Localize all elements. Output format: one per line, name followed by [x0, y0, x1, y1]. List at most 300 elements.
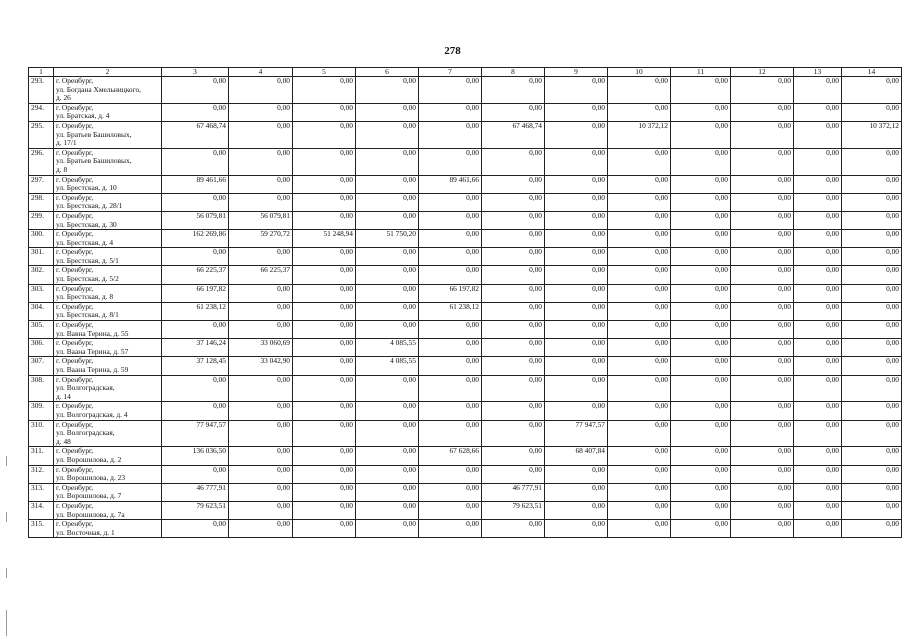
table-row [29, 501, 902, 519]
column-header: 7 [419, 68, 482, 77]
row-number: 305. [29, 321, 54, 339]
value-cell: 0,00 [482, 520, 545, 538]
value-cell: 0,00 [482, 148, 545, 175]
value-cell: 0,00 [794, 321, 842, 339]
value-cell: 0,00 [608, 248, 671, 266]
value-cell: 0,00 [731, 103, 794, 121]
value-cell: 0,00 [229, 77, 293, 104]
table-row [29, 121, 902, 148]
value-cell: 0,00 [293, 465, 356, 483]
value-cell: 0,00 [731, 520, 794, 538]
value-cell: 37 128,45 [162, 357, 229, 375]
address-cell [54, 465, 162, 483]
address-line: г. Оренбург, [56, 121, 94, 130]
row-number: 302. [29, 266, 54, 284]
value-cell: 0,00 [731, 266, 794, 284]
table-row [29, 420, 902, 447]
value-cell: 46 777,91 [162, 483, 229, 501]
value-cell: 0,00 [794, 211, 842, 229]
value-cell: 0,00 [731, 339, 794, 357]
column-header: 13 [794, 68, 842, 77]
value-cell: 0,00 [842, 302, 902, 320]
value-cell: 66 225,37 [162, 266, 229, 284]
address-line: ул. Волгоградская, [56, 383, 115, 393]
table-row [29, 284, 902, 302]
value-cell: 56 079,81 [229, 211, 293, 229]
address-cell [54, 501, 162, 519]
value-cell: 0,00 [608, 103, 671, 121]
value-cell: 0,00 [731, 501, 794, 519]
value-cell: 0,00 [356, 175, 419, 193]
value-cell: 0,00 [842, 211, 902, 229]
address-line: д. 8 [56, 164, 68, 174]
table-row [29, 266, 902, 284]
row-number: 310. [29, 420, 54, 447]
value-cell: 0,00 [356, 77, 419, 104]
value-cell: 0,00 [731, 375, 794, 402]
address-cell [54, 175, 162, 193]
value-cell: 77 947,57 [162, 420, 229, 447]
column-header: 3 [162, 68, 229, 77]
value-cell: 66 197,82 [419, 284, 482, 302]
value-cell: 0,00 [545, 465, 608, 483]
address-line: г. Оренбург, [56, 193, 94, 202]
value-cell: 0,00 [162, 103, 229, 121]
address-line: ул. Брестская, д. 28/1 [56, 201, 123, 211]
value-cell: 0,00 [482, 284, 545, 302]
address-line: г. Оренбург, [56, 420, 94, 429]
address-cell [54, 447, 162, 465]
value-cell: 0,00 [608, 211, 671, 229]
value-cell: 0,00 [293, 211, 356, 229]
table-row [29, 520, 902, 538]
value-cell: 0,00 [794, 284, 842, 302]
value-cell: 0,00 [419, 248, 482, 266]
row-number: 294. [29, 103, 54, 121]
value-cell: 0,00 [671, 302, 731, 320]
value-cell: 0,00 [671, 339, 731, 357]
value-cell: 0,00 [293, 103, 356, 121]
value-cell: 0,00 [356, 248, 419, 266]
address-cell [54, 211, 162, 229]
value-cell: 0,00 [608, 175, 671, 193]
value-cell: 0,00 [731, 321, 794, 339]
value-cell: 33 042,90 [229, 357, 293, 375]
value-cell: 0,00 [482, 248, 545, 266]
value-cell: 0,00 [794, 339, 842, 357]
value-cell: 0,00 [293, 447, 356, 465]
value-cell: 0,00 [293, 148, 356, 175]
value-cell: 0,00 [842, 230, 902, 248]
value-cell: 0,00 [608, 357, 671, 375]
value-cell: 0,00 [419, 357, 482, 375]
table-row [29, 375, 902, 402]
address-line: ул. Волгоградская, д. 4 [56, 409, 128, 419]
value-cell: 0,00 [842, 193, 902, 211]
column-header: 12 [731, 68, 794, 77]
value-cell: 0,00 [794, 520, 842, 538]
value-cell: 0,00 [229, 248, 293, 266]
registry-table [28, 67, 902, 538]
value-cell: 0,00 [419, 230, 482, 248]
value-cell: 0,00 [293, 402, 356, 420]
value-cell: 0,00 [608, 77, 671, 104]
value-cell: 0,00 [731, 77, 794, 104]
address-cell [54, 321, 162, 339]
address-cell [54, 483, 162, 501]
value-cell: 0,00 [293, 420, 356, 447]
value-cell: 0,00 [419, 121, 482, 148]
value-cell: 0,00 [293, 284, 356, 302]
value-cell: 0,00 [671, 230, 731, 248]
value-cell: 0,00 [356, 266, 419, 284]
value-cell: 0,00 [671, 193, 731, 211]
address-line: г. Оренбург, [56, 211, 94, 220]
value-cell: 0,00 [229, 402, 293, 420]
value-cell: 0,00 [794, 266, 842, 284]
value-cell: 162 269,86 [162, 230, 229, 248]
value-cell: 0,00 [794, 483, 842, 501]
value-cell: 0,00 [608, 447, 671, 465]
value-cell: 0,00 [671, 501, 731, 519]
address-line: д. 17/1 [56, 138, 77, 148]
value-cell: 0,00 [419, 420, 482, 447]
address-line: г. Оренбург, [56, 446, 94, 456]
address-cell [54, 230, 162, 248]
value-cell: 0,00 [356, 420, 419, 447]
value-cell: 0,00 [229, 284, 293, 302]
table-row [29, 483, 902, 501]
address-line: г. Оренбург, [56, 401, 94, 411]
value-cell: 0,00 [671, 357, 731, 375]
value-cell: 0,00 [419, 211, 482, 229]
value-cell: 0,00 [608, 420, 671, 447]
address-line: г. Оренбург, [56, 247, 94, 257]
value-cell: 0,00 [356, 447, 419, 465]
value-cell: 61 238,12 [162, 302, 229, 320]
value-cell: 0,00 [229, 483, 293, 501]
value-cell: 0,00 [229, 103, 293, 121]
value-cell: 56 079,81 [162, 211, 229, 229]
value-cell: 0,00 [731, 447, 794, 465]
value-cell: 0,00 [671, 284, 731, 302]
value-cell: 0,00 [545, 501, 608, 519]
value-cell: 0,00 [356, 465, 419, 483]
value-cell: 0,00 [794, 175, 842, 193]
table-row [29, 357, 902, 375]
value-cell: 0,00 [356, 284, 419, 302]
value-cell: 0,00 [482, 447, 545, 465]
value-cell: 0,00 [356, 193, 419, 211]
value-cell: 0,00 [545, 103, 608, 121]
address-line: г. Оренбург, [56, 356, 94, 366]
value-cell: 0,00 [608, 465, 671, 483]
value-cell: 0,00 [731, 148, 794, 175]
value-cell: 0,00 [731, 420, 794, 447]
address-cell [54, 266, 162, 284]
table-row [29, 465, 902, 483]
value-cell: 0,00 [545, 266, 608, 284]
value-cell: 0,00 [229, 193, 293, 211]
value-cell: 0,00 [356, 520, 419, 538]
value-cell: 0,00 [229, 465, 293, 483]
column-header: 6 [356, 68, 419, 77]
row-number: 306. [29, 339, 54, 357]
value-cell: 0,00 [293, 321, 356, 339]
value-cell: 0,00 [794, 103, 842, 121]
value-cell: 0,00 [356, 501, 419, 519]
value-cell: 0,00 [545, 284, 608, 302]
address-line: ул. Ворошилова, д. 7 [56, 491, 122, 501]
value-cell: 0,00 [293, 339, 356, 357]
value-cell: 0,00 [671, 465, 731, 483]
value-cell: 37 146,24 [162, 339, 229, 357]
address-line: г. Оренбург, [56, 76, 94, 85]
value-cell: 0,00 [419, 77, 482, 104]
value-cell: 0,00 [162, 321, 229, 339]
table-row [29, 103, 902, 121]
value-cell: 0,00 [671, 121, 731, 148]
value-cell: 0,00 [671, 266, 731, 284]
value-cell: 0,00 [419, 339, 482, 357]
address-line: ул. Ворошилова, д. 7а [56, 509, 125, 519]
value-cell: 0,00 [419, 193, 482, 211]
value-cell: 0,00 [545, 321, 608, 339]
value-cell: 0,00 [545, 248, 608, 266]
address-line: ул. Брестская, д. 4 [56, 237, 114, 247]
value-cell: 0,00 [608, 483, 671, 501]
row-number: 315. [29, 520, 54, 538]
address-cell [54, 77, 162, 104]
value-cell: 0,00 [419, 148, 482, 175]
value-cell: 0,00 [545, 357, 608, 375]
address-cell [54, 284, 162, 302]
address-line: г. Оренбург, [56, 501, 94, 510]
value-cell: 0,00 [356, 302, 419, 320]
address-line: ул. Брестская, д. 5/1 [56, 255, 119, 265]
value-cell: 89 461,66 [162, 175, 229, 193]
address-line: г. Оренбург, [56, 465, 94, 474]
address-line: ул. Ваана Терина, д. 59 [56, 365, 129, 374]
value-cell: 0,00 [794, 420, 842, 447]
value-cell: 0,00 [293, 357, 356, 375]
table-row [29, 447, 902, 465]
value-cell: 0,00 [419, 520, 482, 538]
value-cell: 0,00 [794, 121, 842, 148]
value-cell: 0,00 [545, 77, 608, 104]
address-line: ул. Ваана Терина, д. 57 [56, 346, 129, 356]
value-cell: 0,00 [731, 211, 794, 229]
column-header: 1 [29, 68, 54, 77]
value-cell: 0,00 [356, 121, 419, 148]
value-cell: 0,00 [794, 77, 842, 104]
value-cell: 0,00 [545, 483, 608, 501]
address-line: д. 14 [56, 391, 71, 401]
value-cell: 0,00 [545, 375, 608, 402]
value-cell: 0,00 [545, 302, 608, 320]
row-number: 312. [29, 465, 54, 483]
value-cell: 0,00 [293, 175, 356, 193]
value-cell: 0,00 [419, 501, 482, 519]
address-line: ул. Братская, д. 4 [56, 111, 110, 121]
value-cell: 0,00 [731, 402, 794, 420]
value-cell: 0,00 [545, 121, 608, 148]
value-cell: 0,00 [482, 420, 545, 447]
value-cell: 0,00 [842, 103, 902, 121]
address-line: г. Оренбург, [56, 302, 94, 311]
address-line: г. Оренбург, [56, 175, 94, 184]
value-cell: 0,00 [419, 321, 482, 339]
row-number: 301. [29, 248, 54, 266]
row-number: 300. [29, 230, 54, 248]
address-cell [54, 121, 162, 148]
address-cell [54, 302, 162, 320]
value-cell: 0,00 [229, 321, 293, 339]
address-cell [54, 357, 162, 375]
column-header: 14 [842, 68, 902, 77]
value-cell: 0,00 [794, 193, 842, 211]
value-cell: 0,00 [842, 248, 902, 266]
value-cell: 0,00 [229, 175, 293, 193]
value-cell: 0,00 [545, 175, 608, 193]
value-cell: 0,00 [842, 148, 902, 175]
value-cell: 0,00 [608, 193, 671, 211]
value-cell: 0,00 [842, 77, 902, 104]
column-header: 8 [482, 68, 545, 77]
row-number: 311. [29, 447, 54, 465]
margin-mark [6, 512, 7, 522]
value-cell: 0,00 [608, 284, 671, 302]
address-line: г. Оренбург, [56, 148, 94, 157]
value-cell: 0,00 [162, 402, 229, 420]
value-cell: 0,00 [731, 175, 794, 193]
value-cell: 0,00 [482, 230, 545, 248]
row-number: 313. [29, 483, 54, 501]
value-cell: 0,00 [608, 321, 671, 339]
address-line: г. Оренбург, [56, 265, 94, 275]
table-row [29, 175, 902, 193]
value-cell: 33 060,69 [229, 339, 293, 357]
value-cell: 0,00 [356, 211, 419, 229]
value-cell: 0,00 [794, 357, 842, 375]
value-cell: 0,00 [482, 321, 545, 339]
address-cell [54, 103, 162, 121]
value-cell: 51 248,94 [293, 230, 356, 248]
row-number: 304. [29, 302, 54, 320]
row-number: 309. [29, 402, 54, 420]
value-cell: 0,00 [419, 266, 482, 284]
value-cell: 0,00 [842, 402, 902, 420]
value-cell: 77 947,57 [545, 420, 608, 447]
address-cell [54, 520, 162, 538]
value-cell: 67 468,74 [162, 121, 229, 148]
value-cell: 0,00 [671, 148, 731, 175]
value-cell: 0,00 [671, 175, 731, 193]
address-line: г. Оренбург, [56, 229, 94, 239]
value-cell: 0,00 [794, 465, 842, 483]
value-cell: 0,00 [229, 375, 293, 402]
value-cell: 0,00 [482, 302, 545, 320]
value-cell: 0,00 [671, 211, 731, 229]
value-cell: 0,00 [842, 375, 902, 402]
value-cell: 4 085,55 [356, 357, 419, 375]
value-cell: 0,00 [419, 465, 482, 483]
row-number: 308. [29, 375, 54, 402]
value-cell: 0,00 [419, 402, 482, 420]
value-cell: 0,00 [229, 148, 293, 175]
value-cell: 0,00 [356, 402, 419, 420]
column-header: 10 [608, 68, 671, 77]
value-cell: 0,00 [608, 501, 671, 519]
value-cell: 0,00 [671, 248, 731, 266]
address-line: ул. Брестская, д. 10 [56, 183, 117, 193]
value-cell: 66 197,82 [162, 284, 229, 302]
table-row [29, 211, 902, 229]
address-line: ул. Ворошилова, д. 23 [56, 473, 126, 483]
value-cell: 0,00 [229, 121, 293, 148]
value-cell: 0,00 [731, 302, 794, 320]
value-cell: 0,00 [671, 321, 731, 339]
value-cell: 0,00 [794, 302, 842, 320]
value-cell: 68 407,84 [545, 447, 608, 465]
value-cell: 0,00 [293, 520, 356, 538]
value-cell: 0,00 [162, 520, 229, 538]
value-cell: 0,00 [482, 175, 545, 193]
value-cell: 0,00 [356, 375, 419, 402]
value-cell: 0,00 [545, 193, 608, 211]
address-line: ул. Вавна Терина, д. 55 [56, 328, 129, 338]
value-cell: 0,00 [671, 520, 731, 538]
value-cell: 136 036,50 [162, 447, 229, 465]
value-cell: 0,00 [794, 148, 842, 175]
value-cell: 0,00 [293, 77, 356, 104]
value-cell: 0,00 [842, 420, 902, 447]
column-header: 9 [545, 68, 608, 77]
value-cell: 0,00 [842, 520, 902, 538]
value-cell: 0,00 [842, 339, 902, 357]
value-cell: 0,00 [293, 483, 356, 501]
value-cell: 0,00 [229, 501, 293, 519]
value-cell: 0,00 [162, 248, 229, 266]
value-cell: 61 238,12 [419, 302, 482, 320]
value-cell: 0,00 [731, 121, 794, 148]
value-cell: 0,00 [162, 375, 229, 402]
value-cell: 0,00 [482, 402, 545, 420]
value-cell: 0,00 [671, 483, 731, 501]
value-cell: 0,00 [545, 402, 608, 420]
address-line: г. Оренбург, [56, 338, 94, 348]
row-number: 293. [29, 77, 54, 104]
address-line: д. 26 [56, 93, 71, 103]
address-line: г. Оренбург, [56, 103, 94, 112]
address-line: ул. Братьев Башиловых, [56, 129, 132, 139]
table-row [29, 248, 902, 266]
value-cell: 67 468,74 [482, 121, 545, 148]
table-row [29, 230, 902, 248]
value-cell: 0,00 [608, 402, 671, 420]
address-line: ул. Брестская, д. 30 [56, 219, 117, 229]
value-cell: 66 225,37 [229, 266, 293, 284]
address-cell [54, 402, 162, 420]
value-cell: 0,00 [731, 465, 794, 483]
row-number: 296. [29, 148, 54, 175]
value-cell: 0,00 [671, 77, 731, 104]
value-cell: 0,00 [794, 447, 842, 465]
value-cell: 0,00 [293, 501, 356, 519]
value-cell: 0,00 [842, 447, 902, 465]
value-cell: 10 372,12 [842, 121, 902, 148]
column-header: 5 [293, 68, 356, 77]
